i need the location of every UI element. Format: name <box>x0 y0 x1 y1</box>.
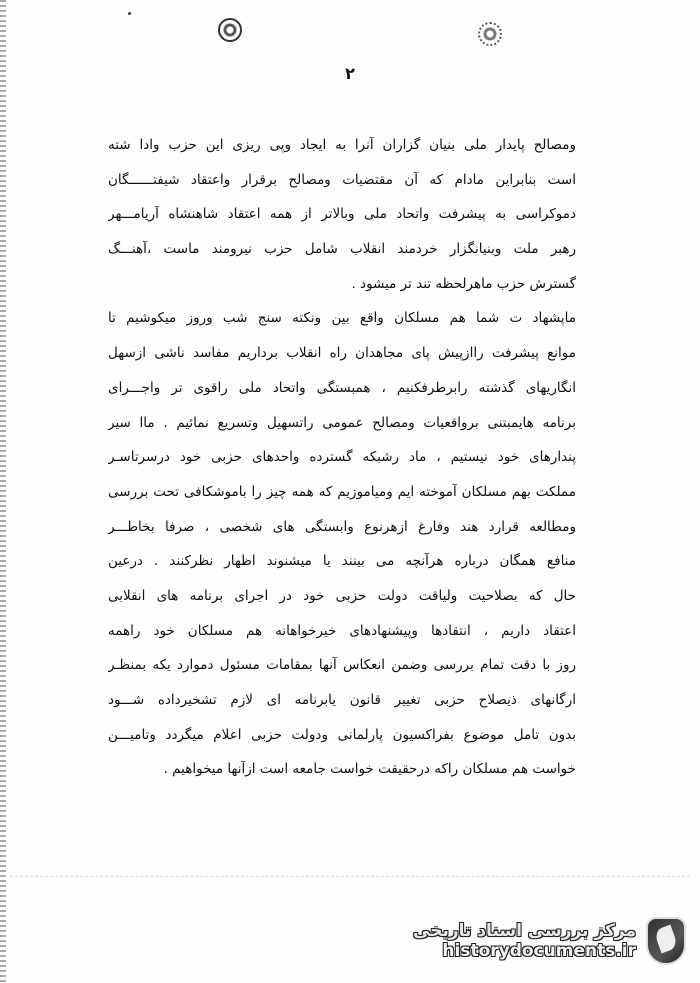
body-line: ماپشهاد ت شما هم مسلکان واقع بین ونکته سنج شب وروز میکوشیم تا <box>108 310 576 327</box>
body-line: ارگانهای ذیصلاح حزبی تغییر قانون یابرنامه ای لازم تشخیرداده شـــود <box>108 692 576 708</box>
body-line: روز با دقت تمام بررسی وضمن انعکاس آنها بمقامات مسئول دموارد یکه بمنظـر <box>108 657 576 674</box>
body-line: ومصالح پایدار ملی بنیان گزاران آنرا به ایجاد وپی ریزی این حزب وادا شته <box>108 137 576 153</box>
scan-bottom-noise <box>10 876 690 891</box>
body-line: مملکت بهم مسلکان آموخته ایم ومیاموزیم که همه چیز را باموشکافی تحت بررسی <box>108 483 576 500</box>
watermark-text <box>413 921 636 961</box>
body-line: دموکراسی به پیشرفت واتحاد ملی وبالاتر از همه اعتقاد شاهنشاه آریامـــهر <box>108 206 576 223</box>
watermark-title: مرکز بررسی اسناد تاریخی <box>413 921 636 941</box>
punch-hole-left <box>218 18 242 42</box>
watermark <box>408 908 688 974</box>
body-line: رهبر ملت وبنیانگزار خردمند انقلاب شامل حزب نیرومند ماست ،آهنـــگ <box>108 241 576 258</box>
body-line: موانع پیشرفت راازپیش پای مجاهدان راه انقلاب برداریم مفاسد ناشی ازسهل <box>108 345 576 362</box>
body-line: بدون تامل موضوع بفراکسیون پارلمانی ودولت حزبی اعلام میگردد وتامیـــن <box>108 726 576 743</box>
body-line: حال که بصلاحیت ولیاقت دولت حزبی خود در اجرای برنامه های انقلابی <box>108 587 576 604</box>
body-line: منافع همگان درباره هرآنچه می بینند یا میشنوند اظهار نظرکنند . درعین <box>108 553 576 570</box>
body-line: اعتقاد داریم ، انتقادها وپیشنهادهای خیرخواهانه هم مسلکان خود راهمه <box>108 622 576 639</box>
body-line: ومطالعه قرارد هند وفارغ ازهرنوع وابستگی های شخصی ، صرفا بخاطـــر <box>108 518 576 535</box>
body-line: پندارهای خود نیستیم ، ماد رشبکه گسترده واحدهای حزبی خود درسرتاسـر <box>108 449 576 466</box>
body-line: است بنابراین مادام که آن مقتضیات ومصالح برقرار واعتقاد شیفتــــــگان <box>108 171 576 188</box>
document-body <box>108 128 576 787</box>
watermark-url: historydocuments.ir <box>442 941 636 961</box>
body-line: خواست هم مسلکان راکه درحقیقت خواست جامعه است ازآنها میخواهیم . <box>163 761 576 778</box>
body-line: گسترش حزب ماهرلحظه تند تر میشود . <box>351 275 576 292</box>
page-number: ۲ <box>345 64 355 83</box>
body-line: انگاریهای گذشته رابرطرفکنیم ، همبستگی واتحاد ملی راقوی تر واجـــرای <box>108 379 576 396</box>
scan-speck <box>128 12 131 15</box>
punch-hole-right <box>478 22 502 46</box>
watermark-logo-icon <box>644 915 688 967</box>
body-line: برنامه هایمبتنی برواقعیات ومصالح عمومی راتسهیل وتسریع نمائیم . ماا سیر <box>108 414 576 431</box>
scan-left-edge <box>0 0 6 983</box>
